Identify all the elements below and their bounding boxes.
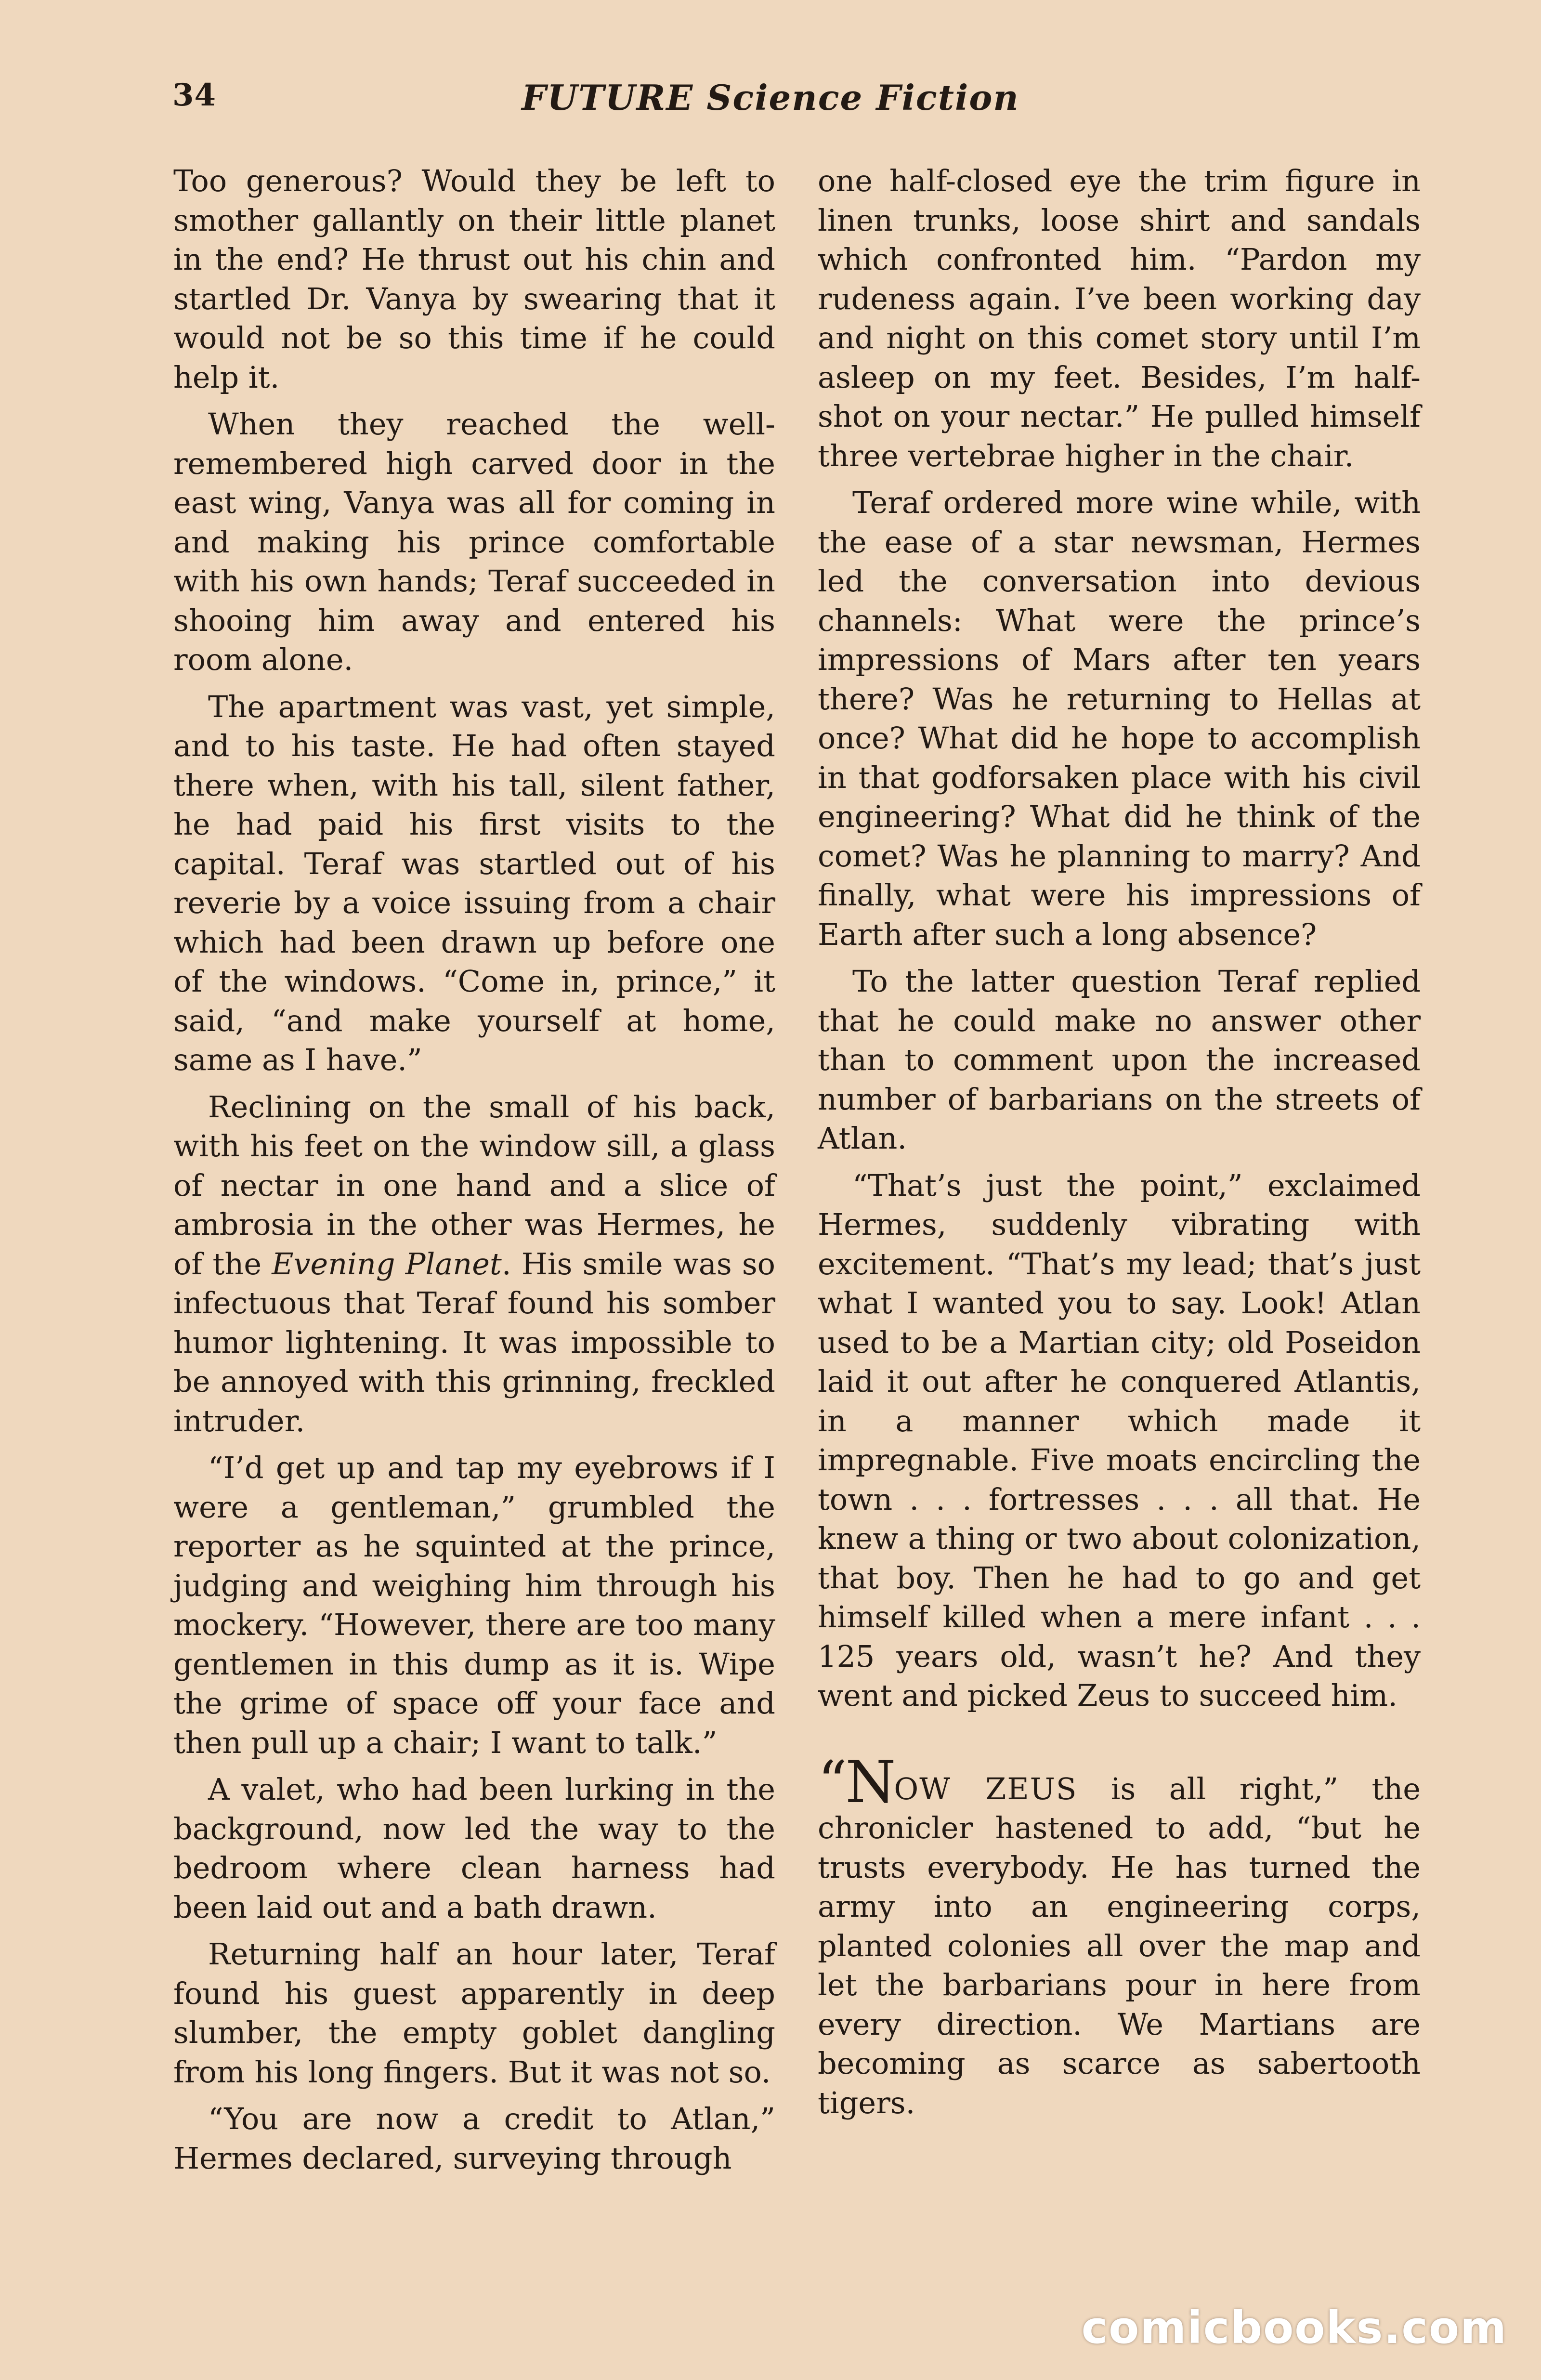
drop-cap: “N [818, 1749, 894, 1816]
paragraph [173, 1087, 775, 1441]
lead-in-caps: OW ZEUS [894, 1771, 1078, 1806]
paragraph: “That’s just the point,” exclaimed Hermes, suddenly vibrating with excitement. “That’s my lead; that’s just what I wanted you to say. Look! Atlan used to be a Martian city; old Poseidon laid it out after he conquered Atlantis, in a manner which made it impregnable. Five moats encircling the town . . . fortresses . . . all that. He knew a thing or two about colonization, that boy. Then he had to go and get himself killed when a mere infant . . . 125 years old, wasn’t he? And they went and picked Zeus to succeed him. [818, 1167, 1421, 1713]
paragraph: “I’d get up and tap my eyebrows if I were a gentleman,” grumbled the reporter as he squinted at the prince, judging and weighing him through his mockery. “However, there are too many gentlemen in this dump as it is. Wipe the grime of space off your face and then pull up a chair; I want to talk.” [173, 1450, 775, 1760]
paragraph: The apartment was vast, yet simple, and to his taste. He had often stayed there when, with his tall, silent father, he had paid his first visits to the capital. Teraf was startled out of his reverie by a voice issuing from a chair which had been drawn up before one of the windows. “Come in, prince,” it said, “and make yourself at home, same as I have.” [173, 689, 775, 1077]
page-number: 34 [172, 77, 217, 113]
paragraph: one half-closed eye the trim figure in linen trunks, loose shirt and sandals which confronted him. “Pardon my rudeness again. I’ve been working day and night on this comet story until I’m asleep on my feet. Besides, I’m half-shot on your nectar.” He pulled himself three vertebrae higher in the chair. [818, 163, 1421, 473]
right-column [818, 161, 1421, 2130]
paragraph: To the latter question Teraf replied that he could make no answer other than to comment upon the increased number of barbarians on the streets of Atlan. [818, 964, 1421, 1156]
paragraph: Teraf ordered more wine while, with the ease of a star newsman, Hermes led the conversation into devious channels: What were the prince’s impressions of Mars after ten years there? Was he returning to Hellas at once? What did he hope to accomplish in that godforsaken place with his civil engineering? What did he think of the comet? Was he planning to marry? And finally, what were his impressions of Earth after such a long absence? [818, 485, 1421, 952]
paragraph-text: Reclining on the small of his back, with his feet on the window sill, a glass of nectar in one hand and a slice of ambrosia in the other was Hermes, he of the [173, 1089, 775, 1282]
left-column [173, 161, 775, 2185]
running-head: FUTURE Science Fiction [522, 77, 1019, 118]
paragraph: “You are now a credit to Atlan,” Hermes declared, surveying through [173, 2101, 775, 2176]
watermark: comicbooks.com [1081, 2302, 1507, 2354]
paragraph: Returning half an hour later, Teraf found his guest apparently in deep slumber, the empty goblet dangling from his long fingers. But it was not so. [173, 1936, 775, 2090]
paragraph: Too generous? Would they be left to smother gallantly on their little planet in the end? He thrust out his chin and startled Dr. Vanya by swearing that it would not be so this time if he could help it. [173, 163, 775, 395]
paragraph-text: is all right,” the chronicler hastened to add, “but he trusts everybody. He has turned the army into an engineering corps, planted colonies all over the map and let the barbarians pour in here from every direction. We Martians are becoming as scarce as sabertooth tigers. [818, 1771, 1421, 2120]
paragraph: A valet, who had been lurking in the background, now led the way to the bedroom where clean harness had been laid out and a bath drawn. [173, 1772, 775, 1925]
newspaper-title: Evening Planet [272, 1246, 502, 1282]
section-opening-paragraph [818, 1749, 1421, 2123]
paragraph: When they reached the well-remembered high carved door in the east wing, Vanya was all for coming in and making his prince comfortable with his own hands; Teraf succeeded in shooing him away and entered his room alone. [173, 406, 775, 677]
paragraph-text: . His smile was so infectuous that Teraf found his somber humor lightening. It was impossible to be annoyed with this grinning, freckled intruder. [173, 1246, 775, 1438]
